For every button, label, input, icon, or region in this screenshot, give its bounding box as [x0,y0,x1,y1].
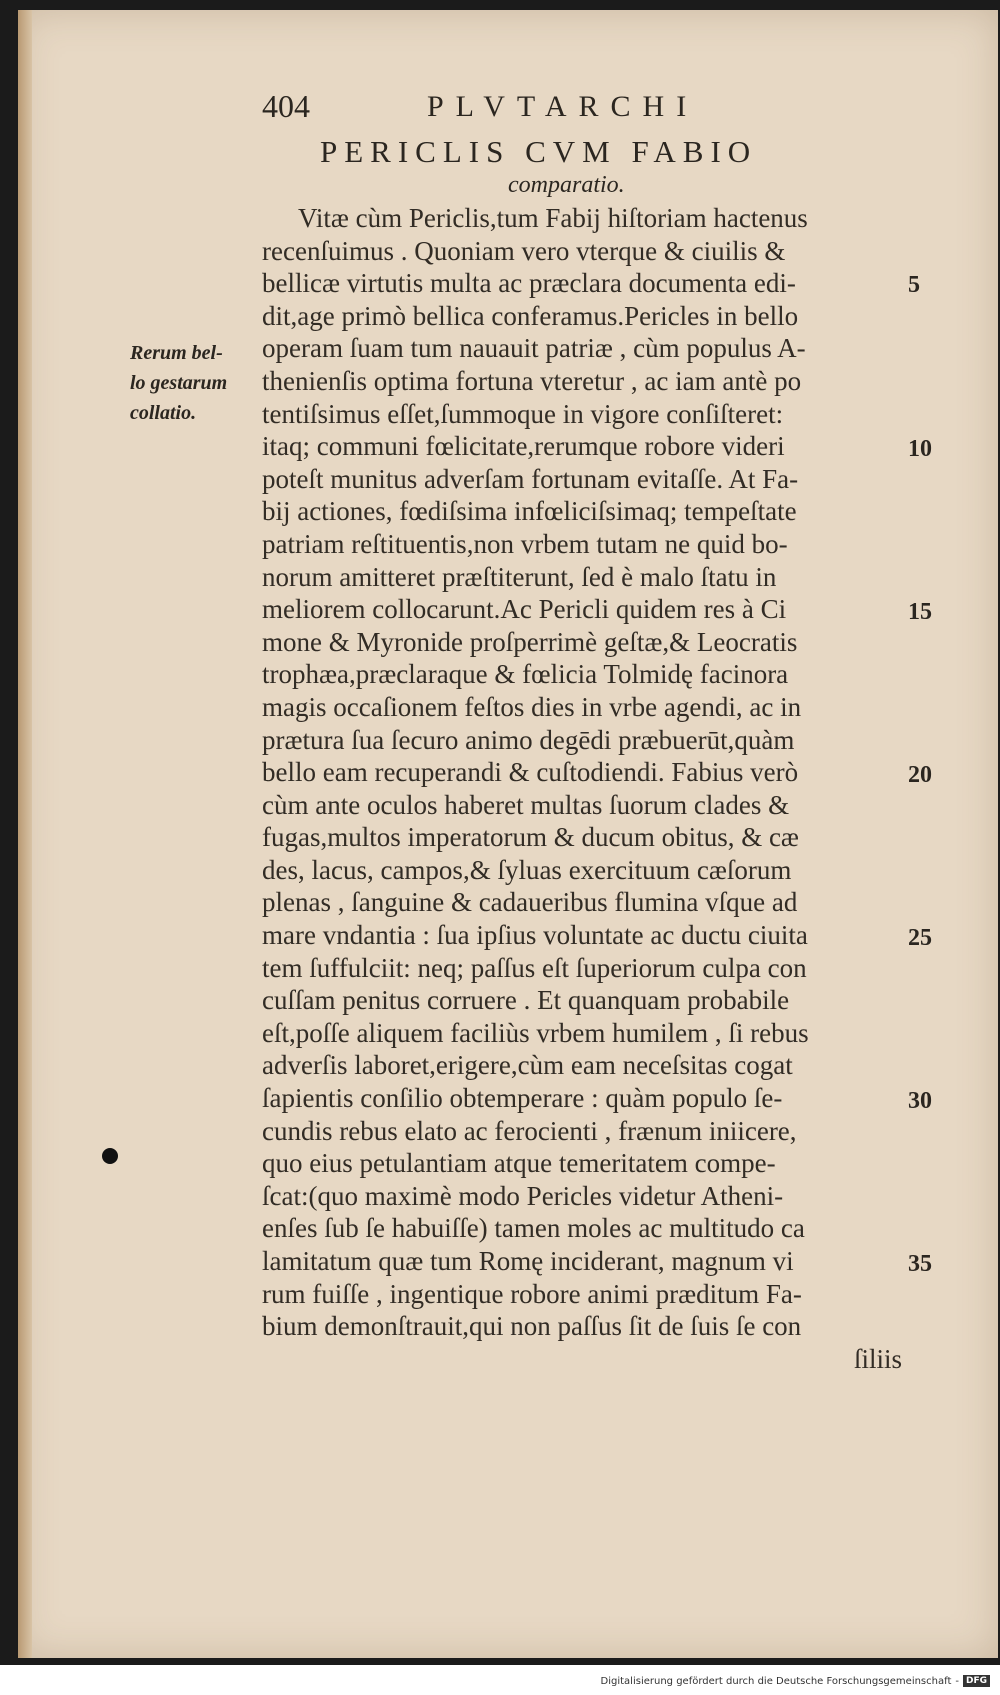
line-number: 15 [908,599,932,625]
chapter-title: PERICLIS CVM FABIO [320,134,758,169]
text-line: plenas , ſanguine & cadaueribus flumina vſque ad [262,887,798,918]
body-text [262,202,912,1375]
text-line: recenſuimus . Quoniam vero vterque & ciuilis & [262,235,786,266]
text-line: magis occaſionem feſtos dies in vrbe agendi, ac in [262,691,802,722]
line-number: 5 [908,272,920,298]
ink-blot [102,1148,118,1164]
text-line: bello eam recuperandi & cuſtodiendi. Fabius verò [262,757,799,788]
margin-note-line: Rerum bel- [130,342,223,364]
text-line: Vitæ cùm Periclis,tum Fabij hiſtoriam hactenus [298,203,808,233]
margin-note-line: lo gestarum [130,372,228,394]
text-line: mare vndantia : ſua ipſius voluntate ac ductu ciuita [262,920,808,951]
text-line: cundis rebus elato ac ferocienti , frænum iniicere, [262,1115,797,1146]
credit-text: Digitalisierung gefördert durch die Deutsche Forschungsgemeinschaft [600,1675,952,1687]
text-line: mone & Myronide proſperrimè geſtæ,& Leocratis [262,626,798,657]
page-number: 404 [262,88,310,124]
text-line: enſes ſub ſe habuiſſe) tamen moles ac multitudo ca [262,1213,805,1244]
text-line: bij actiones, fœdiſsima infœliciſsimaq; tempeſtate [262,496,797,527]
text-line: ſapientis conſilio obtemperare : quàm populo ſe- [262,1083,783,1114]
line-number: 20 [908,762,932,788]
text-line: fugas,multos imperatorum & ducum obitus, & cæ [262,822,799,853]
line-number: 30 [908,1088,932,1114]
line-number: 10 [908,436,932,462]
text-line: tentiſsimus eſſet,ſummoque in vigore conſiſteret: [262,398,784,429]
text-line: tem ſuffulciit: neq; paſſus eſt ſuperiorum culpa con [262,952,807,983]
dfg-logo-icon: DFG [963,1675,990,1687]
chapter-subtitle: comparatio. [508,172,625,198]
margin-note-line: collatio. [130,402,197,424]
line-number: 25 [908,925,932,951]
text-line: bellicæ virtutis multa ac præclara documenta edi- [262,268,796,299]
text-line: operam ſuam tum nauauit patriæ , cùm populus A- [262,333,806,364]
page-edge [18,10,32,1658]
running-title: PLVTARCHI [427,90,699,123]
text-line: bium demonſtrauit,qui non paſſus ſit de ſuis ſe con [262,1311,802,1342]
text-line: norum amitteret præſtiterunt, ſed è malo ſtatu in [262,561,777,592]
text-line: prætura ſua ſecuro animo degēdi præbuerūt,quàm [262,724,795,755]
text-line: adverſis laboret,erigere,cùm eam neceſsitas cogat [262,1050,793,1081]
catchword: ſiliis [853,1343,902,1374]
text-line: trophæa,præclaraque & fœlicia Tolmidę facinora [262,659,789,690]
text-line: eſt,poſſe aliquem faciliùs vrbem humilem , ſi rebus [262,1017,809,1048]
digitization-credit: Digitalisierung gefördert durch die Deutsche Forschungsgemeinschaft - DFG [601,1675,990,1687]
text-line: patriam reſtituentis,non vrbem tutam ne quid bo- [262,528,788,559]
text-line: meliorem collocarunt.Ac Pericli quidem res à Ci [262,594,787,625]
text-line: ſcat:(quo maximè modo Pericles videtur Atheni- [262,1180,784,1211]
line-number: 35 [908,1251,932,1277]
text-line: cuſſam penitus corruere . Et quanquam probabile [262,985,790,1016]
text-line: cùm ante oculos haberet multas ſuorum clades & [262,789,790,820]
text-line: itaq; communi fœlicitate,rerumque robore videri [262,431,785,462]
text-line: rum fuiſſe , ingentique robore animi præditum Fa- [262,1278,802,1309]
text-line: dit,age primò bellica conferamus.Pericles in bello [262,300,799,331]
margin-note [130,338,250,428]
page-header [262,88,782,128]
text-line: lamitatum quæ tum Romę inciderant, magnum vi [262,1246,794,1276]
text-line: des, lacus, campos,& ſyluas exercituum cæſorum [262,854,792,885]
text-line: poteſt munitus adverſam fortunam evitaſſe. At Fa- [262,463,799,494]
text-line: thenienſis optima fortuna vteretur , ac iam antè po [262,365,802,396]
text-line: quo eius petulantiam atque temeritatem compe- [262,1148,776,1179]
